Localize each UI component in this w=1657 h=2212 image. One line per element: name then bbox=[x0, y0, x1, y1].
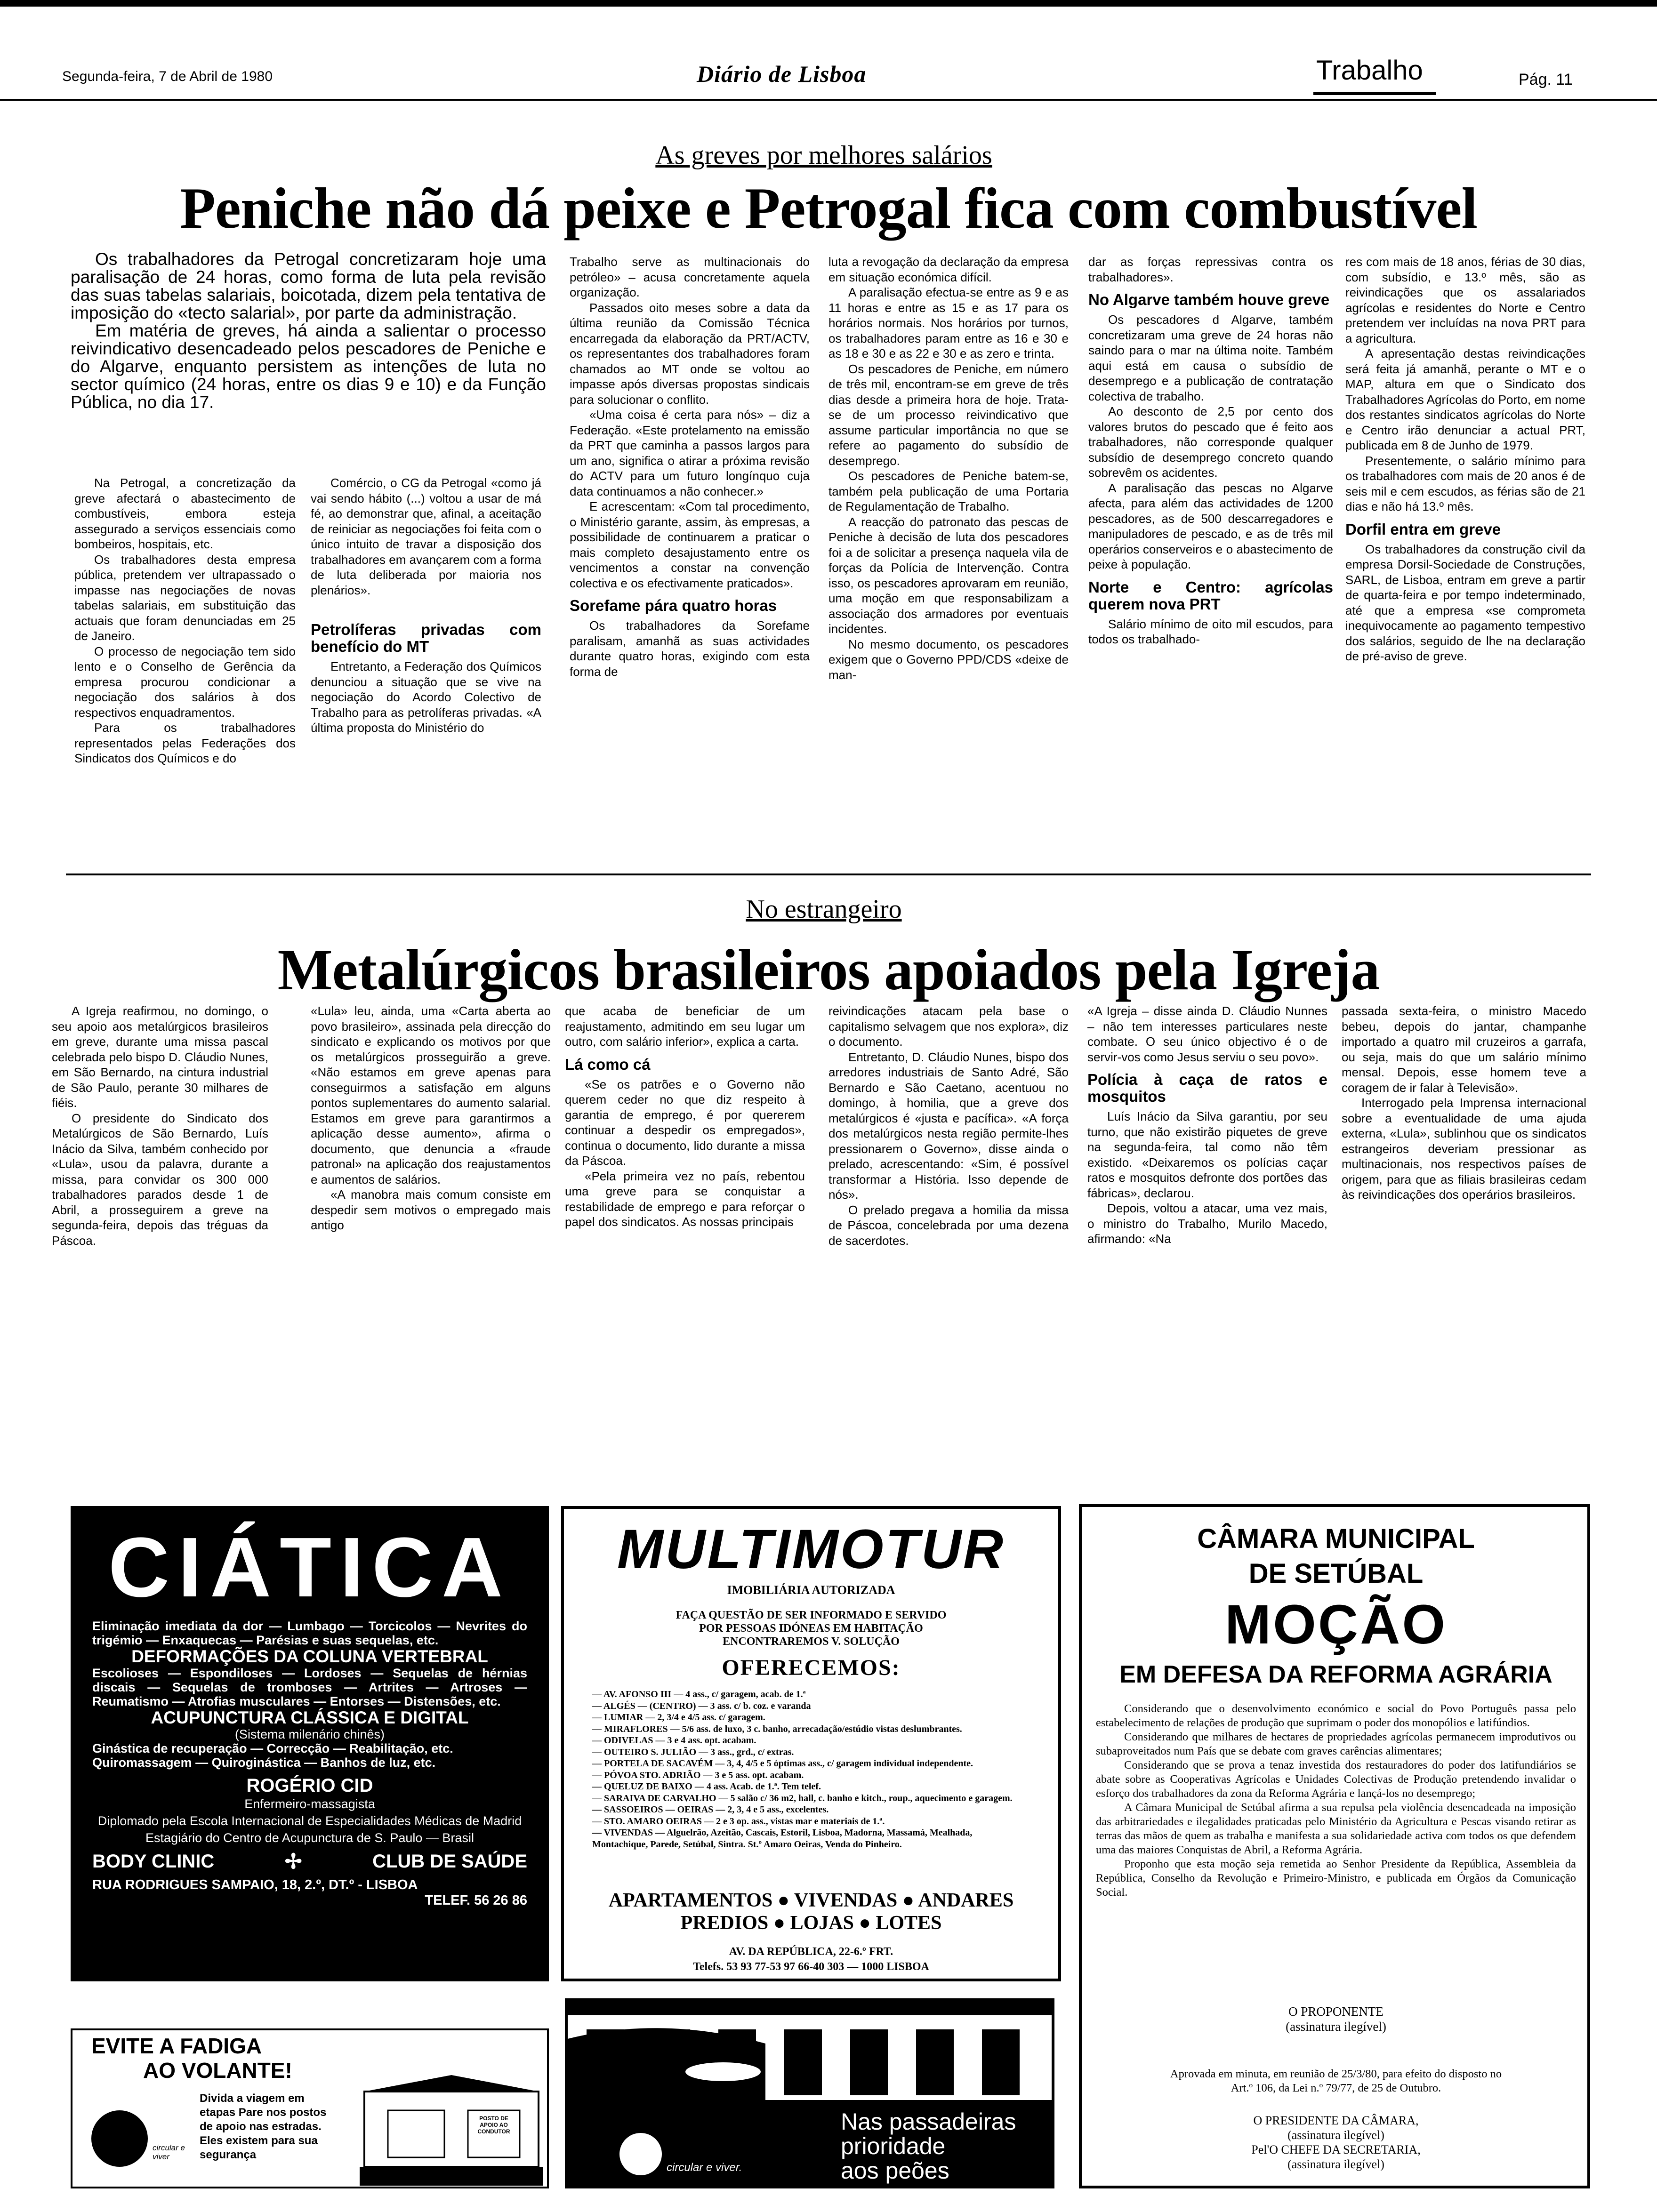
listing-item: — ALGÉS — (CENTRO) — 3 ass. c/ b. coz. e varanda bbox=[592, 1700, 811, 1711]
multimotur-phones: Telefs. 53 93 77-53 97 66-40 303 — 1000 LISBOA bbox=[693, 1961, 929, 1973]
slogan-line: aos peões bbox=[841, 2157, 949, 2184]
article1-col1 bbox=[74, 475, 296, 852]
article2-col4 bbox=[828, 1003, 1069, 1295]
paragraph: «A manobra mais comum consiste em despedir sem motivos o empregado mais antigo bbox=[311, 1187, 551, 1232]
paragraph: E acrescentam: «Com tal procedimento, o Ministério garante, assim, às empresas, a possibilidade de continuarem a praticar o mais completo desajustamento entre os vencimentos a constar na convenção colectiva e os efectivamente praticados». bbox=[570, 499, 810, 590]
subheading: Norte e Centro: agrícolas querem nova PRT bbox=[1088, 578, 1333, 613]
paragraph: Os pescadores de Peniche batem-se, também pela publicação de uma Portaria de Regulamentação de Trabalho. bbox=[828, 469, 1069, 513]
paragraph: A apresentação destas reivindicações será feita já amanhã, perante o MT e o MAP, altura em que o Sindicato dos Trabalhadores Agrícolas do Porto, em nome dos restantes sindicatos agrícolas do Norte e Centro irão denunciar a actual PRT, publicada em 8 de Junho de 1979. bbox=[1345, 346, 1585, 452]
listing-item: — VIVENDAS — Alguelrão, Azeitão, Cascais, Estoril, Lisboa, Madorna, Massamá, Mealhada, Montachique, Parede, Setúbal, Sintra. St.º Amaro Oeiras, Venda do Pinheiro. bbox=[592, 1827, 973, 1850]
lead-paragraph: Em matéria de greves, há ainda a salientar o processo reivindicativo desencadeado pelos pescadores de Peniche e do Algarve, enquanto persistem as intenções de luta no sector químico (24 horas, entre os dias 9 e 10) e da Função Pública, no dia 17. bbox=[71, 321, 546, 411]
paragraph: Presentemente, o salário mínimo para os trabalhadores com mais de 20 anos é de seis mil e cem escudos, as férias são de 21 dias e não há 13.º mês. bbox=[1345, 453, 1585, 513]
article1-col5 bbox=[1088, 254, 1333, 857]
header-date: Segunda-feira, 7 de Abril de 1980 bbox=[62, 69, 273, 84]
paragraph: Interrogado pela Imprensa internacional sobre a eventualidade de uma ajuda externa, «Lula», sublinhou que os sindicatos estrangeiros deveriam pressionar as multinacionais, nos respectivos países de origem, para que as filiais brasileiras cedam às reivindicações dos operários brasileiros. bbox=[1342, 1096, 1586, 1202]
passadeiras-slogan bbox=[841, 2109, 1016, 2183]
ciatica-heading: ACUPUNCTURA CLÁSSICA E DIGITAL bbox=[151, 1708, 469, 1727]
passadeiras-logo-caption: circular e viver. bbox=[667, 2161, 742, 2174]
article2-col6 bbox=[1342, 1003, 1586, 1295]
article2-kicker: No estrangeiro bbox=[746, 895, 902, 924]
paragraph: reivindicações atacam pela base o capitalismo selvagem que nos explora», diz o documento. bbox=[828, 1004, 1069, 1049]
subheading: Sorefame pára quatro horas bbox=[570, 597, 777, 614]
paragraph: Trabalho serve as multinacionais do petróleo» – acusa concretamente aquela organização. bbox=[570, 255, 810, 299]
article1-lead bbox=[71, 250, 546, 411]
paragraph: Os pescadores de Peniche, em número de três mil, encontram-se em greve de três dias desde a primeira hora de hoje. Trata-se de um processo reivindicativo que assume particular importância no que se refere ao pagamento do subsídio de desemprego. bbox=[828, 361, 1069, 468]
subheading: No Algarve também houve greve bbox=[1088, 291, 1330, 308]
subheading: Petrolíferas privadas com benefício do MT bbox=[311, 621, 541, 655]
multimotur-brand: MULTIMOTUR bbox=[617, 1518, 1005, 1580]
listing-item: — AV. AFONSO III — 4 ass., c/ garagem, acab. de 1.ª bbox=[592, 1689, 806, 1699]
ciatica-line: (Sistema milenário chinês) bbox=[234, 1727, 385, 1741]
multimotur-sub: IMOBILIÁRIA AUTORIZADA bbox=[727, 1583, 895, 1597]
multimotur-offer: OFERECEMOS: bbox=[722, 1655, 901, 1680]
paragraph: Na Petrogal, a concretização da greve afectará o abastecimento de combustíveis, embora esteja assegurado a serviços essenciais como bombeiros, hospitais, etc. bbox=[74, 476, 296, 551]
paragraph: luta a revogação da declaração da empresa em situação económica difícil. bbox=[828, 255, 1069, 284]
ciatica-name: ROGÉRIO CID bbox=[246, 1775, 373, 1796]
lead-paragraph: Os trabalhadores da Petrogal concretizaram hoje uma paralisação de 24 horas, como forma de luta pela revisão das suas tabelas salariais, boicotada, dizem pela tentativa de imposição do «tecto salarial», por parte da administração. bbox=[71, 250, 546, 322]
paragraph: A reacção do patronato das pescas de Peniche à decisão de luta dos pescadores foi a de solicitar a presença naquela vila de forças da Polícia de Intervenção. Contra isso, os pescadores aprovaram em reunião, uma moção em que responsabilizam a associação dos armadores por eventuais incidentes. bbox=[828, 514, 1069, 636]
article1-col3 bbox=[570, 254, 810, 852]
listing-item: — STO. AMARO OEIRAS — 2 e 3 op. ass., vistas mar e materiais de 1.ª. bbox=[592, 1816, 885, 1827]
paragraph: A paralisação das pescas no Algarve afecta, para além das actividades de 1200 pescadores, as de 500 descarregadores e manipuladores de pescado, e as de três mil operários conserveiros e o abastecimento de peixe à população. bbox=[1088, 481, 1333, 571]
signature-note: (assinatura ilegível) bbox=[1287, 2128, 1384, 2142]
motion-paragraph: A Câmara Municipal de Setúbal afirma a sua repulsa pela violência desencadeada na imposição das arbitrariedades e ilegalidades praticadas pelo Ministério da Agricultura e Pescas visando retirar as terras das mãos de quem as trabalha e manifesta a sua solidariedade activa com todos os que defendem uma das maiores Conquistas de Abril, a Reforma Agrária. bbox=[1096, 1801, 1576, 1856]
paragraph: Comércio, o CG da Petrogal «como já vai sendo hábito (...) voltou a usar de má fé, ao demonstrar que, afinal, a aceitação de reiniciar as negociações foi feita com o único intuito de travar a disposição dos trabalhadores em avançarem com a forma de luta deliberada por maioria nos plenários». bbox=[311, 476, 541, 597]
motion-paragraph: Proponho que esta moção seja remetida ao Senhor Presidente da República, Assembleia da República, Conselho da Revolução e Primeiro-Ministro, e publicada em Órgãos da Comunicação Social. bbox=[1096, 1858, 1576, 1899]
setubal-motion-ad bbox=[1079, 1504, 1590, 2188]
clinic-right-name: CLUB DE SAÚDE bbox=[372, 1851, 527, 1872]
paragraph: Passados oito meses sobre a data da última reunião da Comissão Técnica encarregada da elaboração da PRT/ACTV, os representantes dos trabalhadores foram chamados ao MT onde se voltou ao impasse após diversas propostas sindicais para solucionar o conflito. bbox=[570, 300, 810, 407]
masthead: Diário de Lisboa bbox=[697, 61, 867, 87]
circular-viver-logo bbox=[91, 2110, 148, 2167]
setubal-signatures bbox=[1091, 2113, 1581, 2172]
article1-headline: Peniche não dá peixe e Petrogal fica com combustível bbox=[180, 176, 1477, 240]
ciatica-ad bbox=[71, 1506, 549, 1981]
motion-paragraph: Considerando que se prova a tenaz investida dos restauradores do poder dos latifundiários se abate sobre as Cooperativas Agrícolas e Unidades Colectivas de Produção pretendendo invalidar o esforço dos trabalhadores da zona da Reforma Agrária e lançá-los no desemprego; bbox=[1096, 1759, 1576, 1800]
slogan-line: prioridade bbox=[841, 2133, 946, 2159]
paragraph: «Lula» leu, ainda, uma «Carta aberta ao povo brasileiro», assinada pela direcção do sindicato e explicando os motivos por que os metalúrgicos prosseguirão a greve. «Não estamos em greve apenas para conseguirmos a satisfação em alguns pontos suplementares do aumento salarial. Estamos em greve para garantirmos a aplicação desse aumento», afirma o documento, que denuncia a «fraude patronal» na aplicação dos reajustamentos e aumentos de salários. bbox=[311, 1004, 551, 1186]
ciatica-line: Quiromassagem — Quiroginástica — Banhos de luz, etc. bbox=[92, 1755, 436, 1770]
signature-note: (assinatura ilegível) bbox=[1286, 2020, 1386, 2034]
article1-col4 bbox=[828, 254, 1069, 852]
fadiga-ad bbox=[71, 2028, 549, 2188]
section-title: Trabalho bbox=[1316, 55, 1423, 86]
fadiga-title: EVITE A FADIGA bbox=[91, 2034, 262, 2058]
ciatica-line: Escolioses — Espondiloses — Lordoses — Sequelas de hérnias discais — Sequelas de tromboses — Artrites — Artroses — Reumatismo — Atrofias musculares — Entorses — Distensões, etc. bbox=[92, 1666, 527, 1708]
paragraph: passada sexta-feira, o ministro Macedo bebeu, depois do jantar, champanhe importado a quatro mil cruzeiros a garrafa, ou seja, mais do que um salário mínimo mensal. Depois, esse homem teve a coragem de ir falar à Televisão». bbox=[1342, 1004, 1586, 1095]
multimotur-address: AV. DA REPÚBLICA, 22-6.º FRT. bbox=[729, 1946, 893, 1958]
article2-col3 bbox=[565, 1003, 805, 1295]
ciatica-line: Eliminação imediata da dor — Lumbago — Torcicolos — Nevrites do trigémio — Enxaquecas — Parésias e suas sequelas, etc. bbox=[92, 1619, 527, 1647]
paragraph: Os trabalhadores da construção civil da empresa Dorsil-Sociedade de Construções, SARL, de Lisboa, entram em greve a partir de quarta-feira e por tempo indeterminado, até que a empresa «se comprometa inequivocamente ao pagamento tempestivo dos salários, seguido de lhe na declaração de pré-aviso de greve. bbox=[1345, 542, 1585, 663]
paragraph: dar as forças repressivas contra os trabalhadores». bbox=[1088, 255, 1333, 284]
section-underline bbox=[1313, 92, 1436, 95]
paragraph: Os pescadores d Algarve, também concretizaram uma greve de 24 horas não saindo para o mar na última noite. Também aqui está em causa o subsídio de desemprego e a publicação de contratação colectiva de trabalho. bbox=[1088, 313, 1333, 403]
article2-headline: Metalúrgicos brasileiros apoiados pela Igreja bbox=[277, 938, 1380, 1002]
slogan-line: Nas passadeiras bbox=[841, 2108, 1016, 2135]
passadeiras-logo bbox=[619, 2133, 662, 2175]
article1-kicker: As greves por melhores salários bbox=[655, 141, 992, 170]
setubal-approval: Aprovada em minuta, em reunião de 25/3/80, para efeito do disposto no Art.º 106, da Lei n.º 79/77, de 25 de Outubro. bbox=[1170, 2068, 1502, 2094]
listing-item: — OUTEIRO S. JULIÃO — 3 ass., grd., c/ extras. bbox=[592, 1747, 794, 1757]
station-sign: POSTO DE APOIO AO CONDUTOR bbox=[477, 2115, 510, 2135]
paragraph: Para os trabalhadores representados pelas Federações dos Sindicatos dos Químicos e do bbox=[74, 721, 296, 765]
listing-item: — QUELUZ DE BAIXO — 4 ass. Acab. de 1.ª. Tem telef. bbox=[592, 1781, 821, 1792]
ciatica-address: RUA RODRIGUES SAMPAIO, 18, 2.º, DT.º - LISBOA bbox=[92, 1877, 418, 1892]
car-pedestrian-illustration bbox=[568, 2001, 1053, 2100]
signature-note: (assinatura ilegível) bbox=[1287, 2157, 1384, 2171]
listing-item: — PORTELA DE SACAVÉM — 3, 4, 4/5 e 5 óptimas ass., c/ garagem individual independente. bbox=[592, 1758, 973, 1769]
paragraph: O presidente do Sindicato dos Metalúrgicos de São Bernardo, Luís Inácio da Silva, também conhecido por «Lula», usou da palavra, durante a missa, para convidar os 300 000 trabalhadores parados desde 1 de Abril, a prosseguirem a greve na segunda-feira, depois das tréguas da Páscoa. bbox=[52, 1111, 268, 1248]
article-separator bbox=[66, 874, 1591, 875]
paragraph: «Se os patrões e o Governo não querem ceder no que diz respeito à garantia de emprego, é por quererem continuar a despedir os empregados», continua o documento, lido durante a missa da Páscoa. bbox=[565, 1077, 805, 1168]
page-top-rule bbox=[0, 0, 1657, 7]
ciatica-line: Ginástica de recuperação — Correcção — Reabilitação, etc. bbox=[92, 1741, 453, 1755]
logo-caption: circular e viver bbox=[153, 2143, 185, 2161]
road-sign-illustration bbox=[360, 2073, 543, 2186]
paragraph: Ao desconto de 2,5 por cento dos valores brutos do pescado que é feito aos trabalhadores, não corresponde qualquer subsídio de desemprego concreto quando sobrevêm os acidentes. bbox=[1088, 404, 1333, 480]
paragraph: «Pela primeira vez no país, rebentou uma greve para se conquistar a restabilidade de emprego e para reforçar o papel dos sindicatos. As nossas principais bbox=[565, 1169, 805, 1229]
setubal-body bbox=[1096, 1702, 1576, 1899]
multimotur-categories: PREDIOS ● LOJAS ● LOTES bbox=[680, 1912, 942, 1934]
clinic-left-name: BODY CLINIC bbox=[92, 1851, 215, 1872]
passadeiras-ad bbox=[565, 1998, 1054, 2188]
subheading: Polícia à caça de ratos e mosquitos bbox=[1087, 1071, 1327, 1105]
paragraph: O processo de negociação tem sido lento e o Conselho de Gerência da empresa procurou condicionar a negociação dos salários à dos respectivos enquadramentos. bbox=[74, 644, 296, 720]
listing-item: — MIRAFLORES — 5/6 ass. de luxo, 3 c. banho, arrecadação/estúdio vistas deslumbrantes. bbox=[592, 1723, 962, 1734]
multimotur-ad bbox=[561, 1506, 1061, 1981]
page-number: Pág. 11 bbox=[1519, 71, 1573, 88]
paragraph: Entretanto, D. Cláudio Nunes, bispo dos arredores industriais de Santo Adré, São Bernardo e São Caetano, acentuou no domingo, à homilia, que a greve dos metalúrgicos é «justa e pacífica». «A força dos metalúrgicos nesta região permite-lhes pressionarem o Governo», disse ainda o prelado, acrescentando: «Sim, é possível transformar a História. Isso depende de nós». bbox=[828, 1050, 1069, 1202]
multimotur-listings bbox=[592, 1689, 1030, 1850]
multimotur-categories: APARTAMENTOS ● VIVENDAS ● ANDARES bbox=[608, 1890, 1014, 1911]
paragraph: Luís Inácio da Silva garantiu, por seu turno, que não existirão piquetes de greve na segunda-feira, tal como não têm existido. «Deixaremos os polícias caçar ratos e mosquitos defronte dos portões das fábricas», declarou. bbox=[1087, 1109, 1327, 1200]
motion-paragraph: Considerando que o desenvolvimento económico e social do Povo Português passa pelo estabelecimento de relações de produção que suprimam o poder dos monopólios e latifúndios. bbox=[1096, 1702, 1576, 1729]
ciatica-title: CIÁTICA bbox=[108, 1520, 511, 1615]
ciatica-heading: DEFORMAÇÕES DA COLUNA VERTEBRAL bbox=[131, 1647, 488, 1666]
listing-item: — SARAIVA DE CARVALHO — 5 salão c/ 36 m2, hall, c. banho e kitch., roup., aquecimento e garagem. bbox=[592, 1793, 1013, 1803]
paragraph: Salário mínimo de oito mil escudos, para todos os trabalhado- bbox=[1088, 617, 1333, 646]
setubal-org: DE SETÚBAL bbox=[1248, 1558, 1424, 1589]
listing-item: — LUMIAR — 2, 3/4 e 4/5 ass. c/ garagem. bbox=[592, 1712, 765, 1723]
setubal-proponent bbox=[1091, 2004, 1581, 2034]
paragraph: O prelado pregava a homilia da missa de Páscoa, concelebrada por uma dezena de sacerdotes. bbox=[828, 1202, 1069, 1248]
listing-item: — PÓVOA STO. ADRIÃO — 3 e 5 ass. opt. acabam. bbox=[592, 1770, 804, 1780]
article2-col5 bbox=[1087, 1003, 1327, 1295]
paragraph: A paralisação efectua-se entre as 9 e as 11 horas e entre as 15 e as 17 para os horários normais. Nos horários por turnos, os trabalhadores param entre as 16 e 30 e as 18 e 30 e as 22 e 30 e as zero e trinta. bbox=[828, 285, 1069, 361]
motion-paragraph: Considerando que milhares de hectares de propriedades agrícolas permanecem improdutivos ou subaproveitados num País que se debate com graves carências alimentares; bbox=[1096, 1731, 1576, 1757]
article2-col1 bbox=[52, 1003, 268, 1295]
article2-col2 bbox=[311, 1003, 551, 1295]
paragraph: Depois, voltou a atacar, uma vez mais, o ministro do Trabalho, Murilo Macedo, afirmando: «Na bbox=[1087, 1201, 1327, 1246]
setubal-subtitle: EM DEFESA DA REFORMA AGRÁRIA bbox=[1119, 1661, 1552, 1688]
clinic-star-icon: ✢ bbox=[284, 1850, 302, 1873]
paragraph: «A Igreja – disse ainda D. Cláudio Nunnes – não tem interesses particulares neste combate. O seu único objectivo é o de servir-vos como Jesus serviu o seu povo». bbox=[1087, 1004, 1327, 1064]
proponent-label: O PROPONENTE bbox=[1288, 2004, 1384, 2019]
article1-col2 bbox=[311, 475, 541, 852]
ciatica-role: Enfermeiro-massagista bbox=[244, 1797, 375, 1811]
paragraph: Os trabalhadores desta empresa pública, pretendem ver ultrapassado o impasse nas negociações de novas tabelas salariais, em substituição das actuais que foram denunciadas em 25 de Janeiro. bbox=[74, 552, 296, 643]
ciatica-diploma: Diplomado pela Escola Internacional de Especialidades Médicas de Madrid bbox=[97, 1814, 522, 1828]
paragraph: Entretanto, a Federação dos Químicos denunciou a situação que se vive na negociação do Acordo Colectivo de Trabalho para as petrolíferas privadas. «A última proposta do Ministério do bbox=[311, 659, 541, 735]
ciatica-phone: TELEF. 56 26 86 bbox=[425, 1893, 527, 1908]
subheading: Dorfil entra em greve bbox=[1345, 520, 1501, 538]
multimotur-intro: FAÇA QUESTÃO DE SER INFORMADO E SERVIDO POR PESSOAS IDÓNEAS EM HABITAÇÃO ENCONTRAREMOS V. SOLUÇÃO bbox=[676, 1609, 947, 1648]
listing-item: — ODIVELAS — 3 e 4 ass. opt. acabam. bbox=[592, 1735, 756, 1746]
header-rule bbox=[0, 99, 1657, 101]
subheading: Lá como cá bbox=[565, 1055, 651, 1073]
paragraph: No mesmo documento, os pescadores exigem que o Governo PPD/CDS «deixe de man- bbox=[828, 637, 1069, 682]
setubal-title: MOÇÃO bbox=[1224, 1594, 1448, 1656]
chief-label: Pel'O CHEFE DA SECRETARIA, bbox=[1251, 2143, 1421, 2156]
paragraph: Os trabalhadores da Sorefame paralisam, amanhã as suas actividades durante quatro horas, exigindo com esta forma de bbox=[570, 618, 810, 679]
paragraph: que acaba de beneficiar de um reajustamento, admitindo em seu lugar um outro, com salário inferior», explica a carta. bbox=[565, 1004, 805, 1049]
ciatica-stage: Estagiário do Centro de Acupunctura de S. Paulo — Brasil bbox=[145, 1831, 474, 1845]
article1-col6 bbox=[1345, 254, 1585, 857]
paragraph: A Igreja reafirmou, no domingo, o seu apoio aos metalúrgicos brasileiros em greve, durante uma missa pascal celebrada pelo bispo D. Cláudio Nunes, em São Bernardo, na cintura industrial de São Paulo, perante 30 milhares de fiéis. bbox=[52, 1004, 268, 1110]
paragraph: res com mais de 18 anos, férias de 30 dias, com subsídio, e 13.º mês, são as reivindicações que os assalariados agrícolas e residentes do Norte e Centro pretendem ver incluídas na nova PRT para a agricultura. bbox=[1345, 255, 1585, 345]
paragraph: «Uma coisa é certa para nós» – diz a Federação. «Este protelamento na emissão da PRT que caminha a passos largos para um ano, significa o atirar a próxima revisão do ACTV para um futuro longínquo cuja data continuamos a não conhecer.» bbox=[570, 408, 810, 498]
fadiga-text: Divida a viagem em etapas Pare nos postos de apoio nas estradas. Eles existem para sua segurança bbox=[200, 2092, 327, 2161]
fadiga-title: AO VOLANTE! bbox=[143, 2058, 292, 2083]
setubal-org: CÂMARA MUNICIPAL bbox=[1197, 1523, 1475, 1554]
president-label: O PRESIDENTE DA CÂMARA, bbox=[1253, 2114, 1419, 2127]
listing-item: — SASSOEIROS — OEIRAS — 2, 3, 4 e 5 ass., excelentes. bbox=[592, 1804, 829, 1815]
